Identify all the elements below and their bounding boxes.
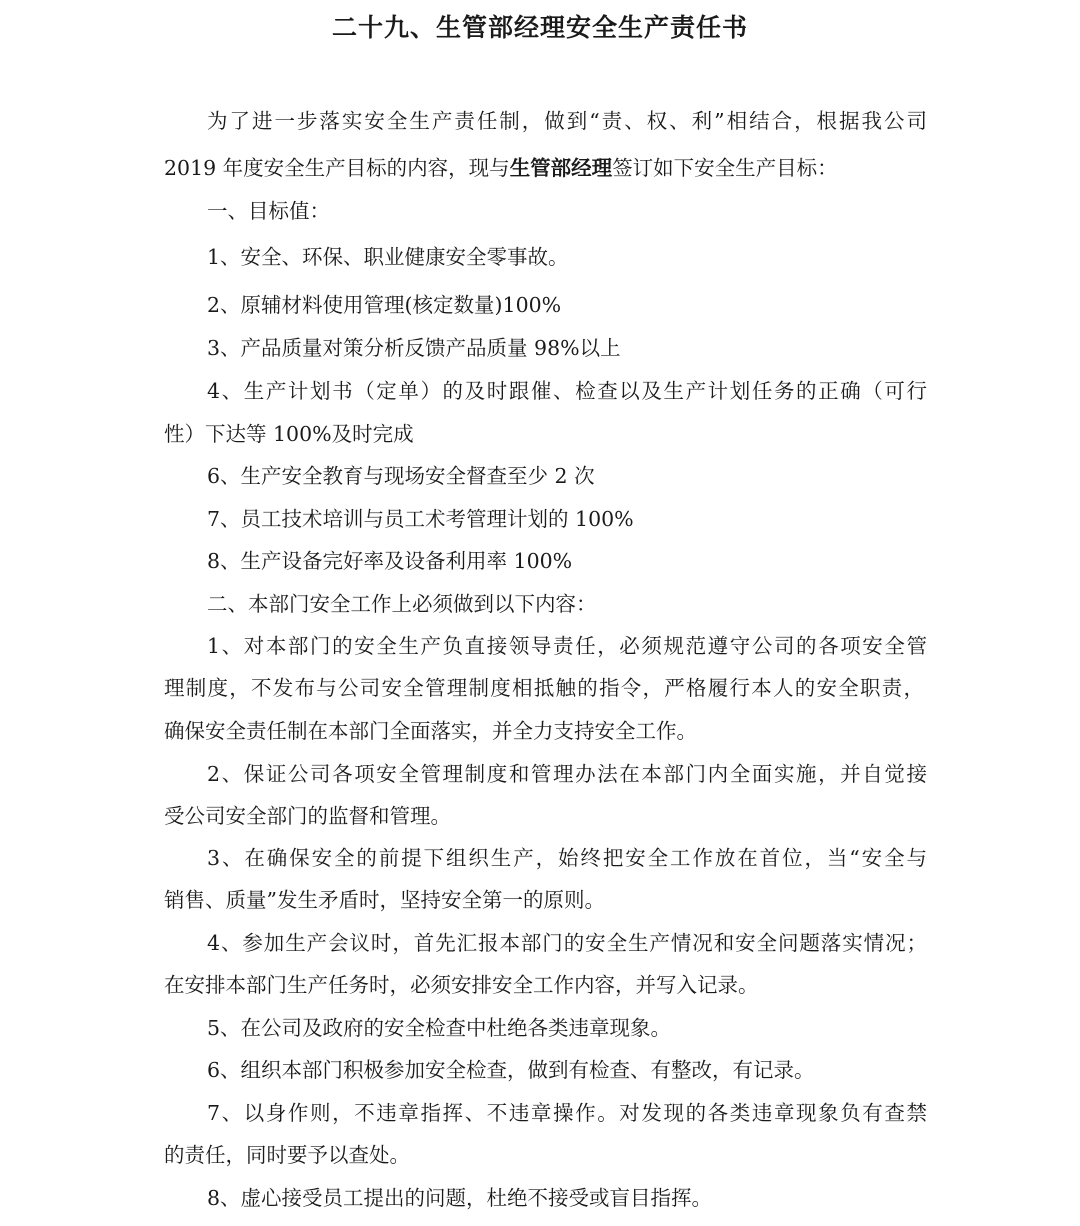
target-item: 6、生产安全教育与现场安全督查至少 2 次: [207, 464, 595, 488]
duty-line: 3、在确保安全的前提下组织生产，始终把安全工作放在首位，当“安全与: [207, 846, 927, 870]
target-item: 7、员工技术培训与员工术考管理计划的 100%: [207, 507, 634, 531]
duty-line: 受公司安全部门的监督和管理。: [164, 804, 451, 828]
duty-line: 7、以身作则，不违章指挥、不违章操作。对发现的各类违章现象负有查禁: [207, 1101, 927, 1125]
target-item: 8、生产设备完好率及设备利用率 100%: [207, 549, 573, 573]
duty-line: 4、参加生产会议时，首先汇报本部门的安全生产情况和安全问题落实情况；: [207, 931, 927, 955]
intro-line-2-start: 2019 年度安全生产目标的内容，现与: [164, 156, 510, 180]
duty-line: 销售、质量”发生矛盾时，坚持安全第一的原则。: [164, 888, 605, 912]
target-item: 2、原辅材料使用管理(核定数量)100%: [207, 293, 562, 317]
document-title: 二十九、生管部经理安全生产责任书: [331, 13, 748, 42]
duty-line: 理制度，不发布与公司安全管理制度相抵触的指令，严格履行本人的安全职责，: [164, 676, 924, 700]
duty-line: 6、组织本部门积极参加安全检查，做到有检查、有整改，有记录。: [207, 1058, 815, 1082]
duty-line: 5、在公司及政府的安全检查中杜绝各类违章现象。: [207, 1016, 672, 1040]
duty-line: 2、保证公司各项安全管理制度和管理办法在本部门内全面实施，并自觉接: [207, 762, 927, 786]
intro-line-2: [164, 153, 924, 183]
intro-line-1: 为了进一步落实安全生产责任制，做到“责、权、利”相结合，根据我公司: [207, 109, 927, 133]
intro-role-bold: 生管部经理: [509, 156, 613, 180]
duty-line: 1、对本部门的安全生产负直接领导责任，必须规范遵守公司的各项安全管: [207, 634, 927, 658]
duty-line: 的责任，同时要予以查处。: [164, 1143, 410, 1167]
section2-heading: 二、本部门安全工作上必须做到以下内容：: [207, 592, 597, 616]
target-item: 1、安全、环保、职业健康安全零事故。: [207, 245, 569, 269]
duty-line: 8、虚心接受员工提出的问题，杜绝不接受或盲目指挥。: [207, 1186, 713, 1210]
target-item: 4、生产计划书（定单）的及时跟催、检查以及生产计划任务的正确（可行: [207, 379, 927, 403]
duty-line: 在安排本部门生产任务时，必须安排安全工作内容，并写入记录。: [164, 973, 759, 997]
target-item: 3、产品质量对策分析反馈产品质量 98%以上: [207, 336, 621, 360]
section1-heading: 一、目标值：: [207, 199, 330, 223]
intro-line-2-end: 签订如下安全生产目标：: [612, 156, 838, 180]
target-item-continued: 性）下达等 100%及时完成: [164, 422, 414, 446]
duty-line: 确保安全责任制在本部门全面落实，并全力支持安全工作。: [164, 719, 697, 743]
